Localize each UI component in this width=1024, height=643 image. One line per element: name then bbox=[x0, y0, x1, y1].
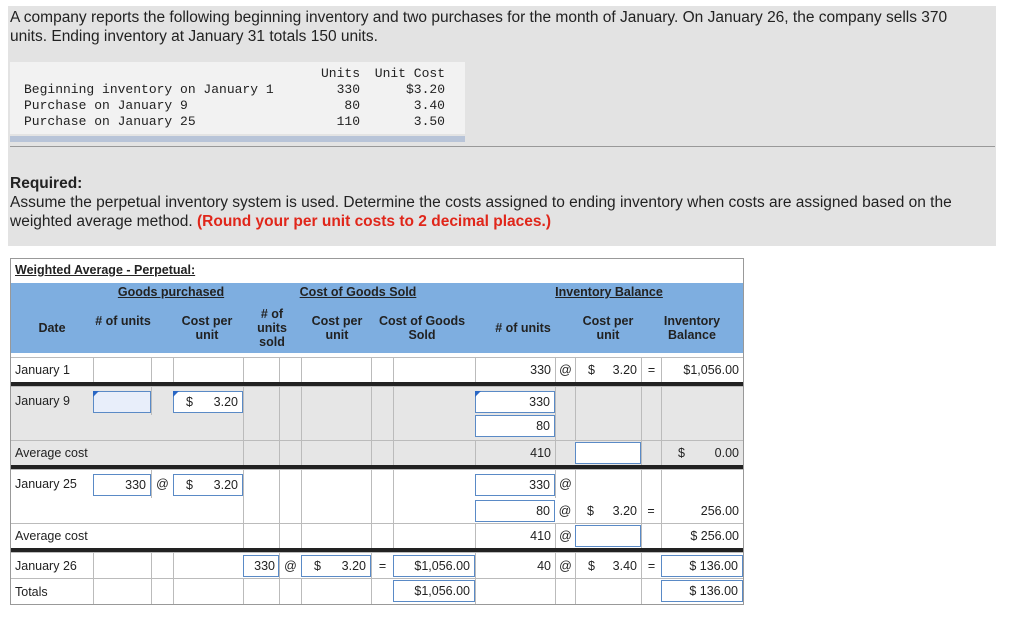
units-sold-input[interactable]: 330 bbox=[243, 555, 279, 577]
balance-cost: 3.20 bbox=[612, 363, 637, 377]
balance-units: 410 bbox=[475, 524, 555, 548]
col-date: Date bbox=[38, 321, 66, 335]
row-label: Average cost bbox=[15, 529, 88, 543]
balance-units: 410 bbox=[475, 441, 555, 465]
row-january-25 bbox=[11, 469, 743, 524]
balance-units-input[interactable]: 80 bbox=[475, 500, 555, 522]
row-january-26 bbox=[11, 552, 743, 579]
goods-units-input[interactable] bbox=[93, 391, 151, 413]
group-inventory-balance: Inventory Balance bbox=[555, 285, 663, 299]
inv-row-units: 110 bbox=[336, 114, 360, 129]
col-sold-cost: Cost per unit bbox=[311, 314, 363, 342]
inv-row-units: 80 bbox=[344, 98, 360, 113]
cogs-total-sum[interactable]: $1,056.00 bbox=[393, 580, 475, 602]
equals-symbol: = bbox=[647, 504, 655, 518]
col-goods-units: # of units bbox=[95, 314, 151, 328]
cogs-total-input[interactable]: $1,056.00 bbox=[393, 555, 475, 577]
col-balance-units: # of units bbox=[495, 321, 551, 335]
col-balance-cost: Cost per unit bbox=[582, 314, 634, 342]
at-symbol: @ bbox=[555, 470, 575, 498]
at-symbol: @ bbox=[279, 553, 301, 579]
balance-total: $ 256.00 bbox=[661, 524, 743, 548]
balance-cost: $ 3.20 bbox=[587, 504, 637, 518]
row-label: Totals bbox=[15, 584, 48, 599]
at-symbol: @ bbox=[555, 553, 575, 579]
row-label: Average cost bbox=[15, 446, 88, 460]
inv-row-units: 330 bbox=[336, 82, 360, 97]
inv-row-cost: 3.50 bbox=[413, 114, 445, 129]
col-balance-total: Inventory Balance bbox=[663, 314, 721, 342]
group-cogs: Cost of Goods Sold bbox=[299, 285, 417, 299]
row-label: January 1 bbox=[15, 363, 70, 377]
inv-row-cost: 3.40 bbox=[413, 98, 445, 113]
balance-total-sum[interactable]: $ 136.00 bbox=[661, 580, 743, 602]
at-symbol: @ bbox=[151, 470, 173, 498]
inv-row-label: Purchase on January 25 bbox=[24, 114, 196, 129]
balance-cost-input[interactable] bbox=[575, 525, 641, 547]
row-january-9 bbox=[11, 386, 743, 441]
required-title: Required: bbox=[10, 175, 83, 192]
inv-row-label: Beginning inventory on January 1 bbox=[24, 82, 274, 97]
equals-symbol: = bbox=[371, 553, 393, 579]
balance-units-input[interactable]: 80 bbox=[475, 415, 555, 437]
row-label: January 26 bbox=[15, 559, 77, 573]
required-section bbox=[10, 174, 995, 231]
row-average-cost-2 bbox=[11, 523, 743, 548]
sold-cost-input[interactable]: $ 3.20 bbox=[301, 555, 371, 577]
inv-row-label: Purchase on January 9 bbox=[24, 98, 188, 113]
equals-symbol: = bbox=[641, 358, 661, 382]
row-january-1 bbox=[11, 357, 743, 382]
balance-cost-input[interactable] bbox=[575, 442, 641, 464]
group-goods-purchased: Goods purchased bbox=[117, 285, 225, 299]
at-symbol: @ bbox=[555, 358, 575, 382]
goods-cost-input[interactable]: $ 3.20 bbox=[173, 391, 243, 413]
balance-units: 330 bbox=[475, 358, 555, 382]
row-label: January 9 bbox=[15, 394, 70, 408]
goods-units-input[interactable]: 330 bbox=[93, 474, 151, 496]
inv-row-cost: $3.20 bbox=[405, 82, 445, 97]
at-symbol: @ bbox=[555, 524, 575, 548]
at-symbol: @ bbox=[558, 504, 572, 518]
inventory-scrollbar[interactable] bbox=[10, 136, 465, 142]
balance-cost: $ 3.40 bbox=[575, 553, 641, 579]
required-text: Assume the perpetual inventory system is used. Determine the costs assigned to ending inventory when costs are assigned based on the weighted average method. bbox=[10, 194, 952, 230]
inventory-data-table bbox=[10, 62, 465, 134]
balance-total: $1,056.00 bbox=[661, 358, 743, 382]
balance-total: $ 0.00 bbox=[661, 441, 743, 465]
dollar-sign: $ 3.20 bbox=[575, 358, 641, 382]
goods-cost-input[interactable]: $ 3.20 bbox=[173, 474, 243, 496]
balance-total-input[interactable]: $ 136.00 bbox=[661, 555, 743, 577]
col-cogs-total: Cost of Goods Sold bbox=[378, 314, 466, 342]
weighted-average-worksheet bbox=[10, 258, 744, 605]
worksheet-header bbox=[11, 283, 743, 353]
balance-total: 256.00 bbox=[700, 504, 739, 518]
equals-symbol: = bbox=[641, 553, 661, 579]
balance-units-input[interactable]: 330 bbox=[475, 391, 555, 413]
row-label: January 25 bbox=[15, 477, 77, 491]
question-intro: A company reports the following beginning inventory and two purchases for the month of January. On January 26, the company sells 370 units. Ending inventory at January 31 totals 150 units. bbox=[10, 9, 948, 45]
row-average-cost-1 bbox=[11, 440, 743, 465]
row-totals bbox=[11, 578, 743, 604]
units-header: Units bbox=[320, 66, 360, 81]
required-note: (Round your per unit costs to 2 decimal places.) bbox=[197, 213, 551, 230]
worksheet-title: Weighted Average - Perpetual: bbox=[15, 263, 196, 277]
divider bbox=[10, 146, 995, 147]
balance-units-input[interactable]: 330 bbox=[475, 474, 555, 496]
balance-units: 40 bbox=[475, 553, 555, 579]
unit-cost-header: Unit Cost bbox=[374, 66, 445, 81]
col-goods-cost: Cost per unit bbox=[181, 314, 233, 342]
col-units-sold: # of units sold bbox=[257, 307, 287, 349]
